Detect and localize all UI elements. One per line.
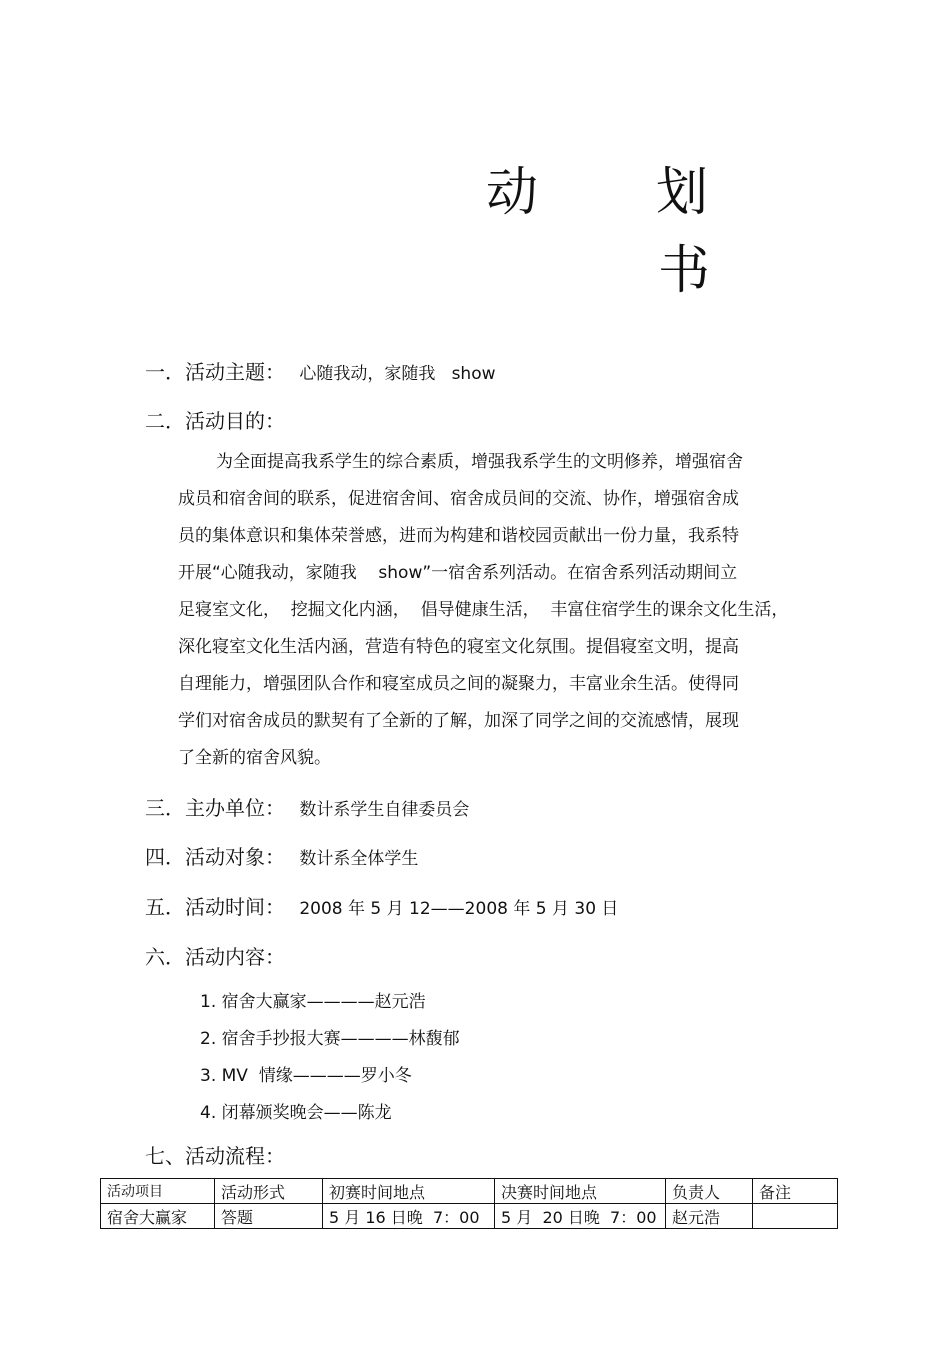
title-char-3: 书 — [658, 241, 711, 301]
paragraph-line: 成员和宿舍间的联系，促进宿舍间、宿舍成员间的交流、协作，增强宿舍成 — [178, 489, 739, 509]
table-cell: 赵元浩 — [666, 1204, 753, 1229]
paragraph-line: 自理能力，增强团队合作和寝室成员之间的凝聚力，丰富业余生活。使得同 — [178, 674, 739, 694]
section-target-label: 四．活动对象： — [145, 845, 285, 869]
title-char-2: 划 — [656, 163, 709, 223]
section-theme — [145, 356, 496, 385]
process-table — [100, 1178, 838, 1229]
table-header-row — [101, 1179, 838, 1204]
paragraph-line: 了全新的宿舍风貌。 — [178, 748, 331, 768]
paragraph-line: 学们对宿舍成员的默契有了全新的了解，加深了同学之间的交流感情，展现 — [178, 711, 739, 731]
content-item: 1. 宿舍大赢家————赵元浩 — [200, 992, 426, 1012]
section-organizer-label: 三．主办单位： — [145, 796, 285, 820]
table-header-cell: 活动项目 — [101, 1179, 215, 1204]
section-content-label: 六．活动内容： — [145, 945, 285, 969]
section-time-label: 五．活动时间： — [145, 895, 285, 919]
paragraph-line: 足寝室文化， 挖掘文化内涵， 倡导健康生活， 丰富住宿学生的课余文化生活， — [178, 600, 789, 620]
table-row — [101, 1204, 838, 1229]
table-header-cell: 初赛时间地点 — [323, 1179, 495, 1204]
section-process-label: 七、活动流程： — [145, 1144, 285, 1168]
table-header-cell: 活动形式 — [215, 1179, 323, 1204]
table-header-cell: 负责人 — [666, 1179, 753, 1204]
section-organizer-value: 数计系学生自律委员会 — [299, 800, 470, 820]
section-target-value: 数计系全体学生 — [299, 849, 419, 869]
paragraph-line: 开展“心随我动，家随我 show”一宿舍系列活动。在宿舍系列活动期间立 — [178, 563, 738, 583]
table-header-cell: 决赛时间地点 — [495, 1179, 666, 1204]
section-purpose-paragraph — [178, 444, 793, 777]
content-item: 2. 宿舍手抄报大赛————林馥郁 — [200, 1029, 460, 1049]
section-time — [145, 891, 618, 920]
content-item: 3. MV 情缘————罗小冬 — [200, 1066, 412, 1086]
table-cell: 5 月 20 日晚 7：00 — [495, 1204, 666, 1229]
paragraph-line: 员的集体意识和集体荣誉感，进而为构建和谐校园贡献出一份力量，我系特 — [178, 526, 739, 546]
table-cell: 5 月 16 日晚 7：00 — [323, 1204, 495, 1229]
table-cell: 答题 — [215, 1204, 323, 1229]
section-purpose-label: 二．活动目的： — [145, 409, 285, 433]
section-theme-label: 一．活动主题： — [145, 360, 285, 384]
table-cell — [753, 1204, 838, 1229]
section-time-value: 2008 年 5 月 12——2008 年 5 月 30 日 — [299, 899, 619, 919]
table-cell: 宿舍大赢家 — [101, 1204, 215, 1229]
section-target — [145, 841, 418, 870]
content-item: 4. 闭幕颁奖晚会——陈龙 — [200, 1103, 392, 1123]
section-theme-value: 心随我动，家随我 show — [299, 364, 496, 384]
table-header-cell: 备注 — [753, 1179, 838, 1204]
paragraph-line: 为全面提高我系学生的综合素质，增强我系学生的文明修养，增强宿舍 — [216, 452, 743, 472]
paragraph-line: 深化寝室文化生活内涵，营造有特色的寝室文化氛围。提倡寝室文明，提高 — [178, 637, 739, 657]
title-char-1: 动 — [486, 163, 539, 223]
section-organizer — [145, 792, 469, 821]
